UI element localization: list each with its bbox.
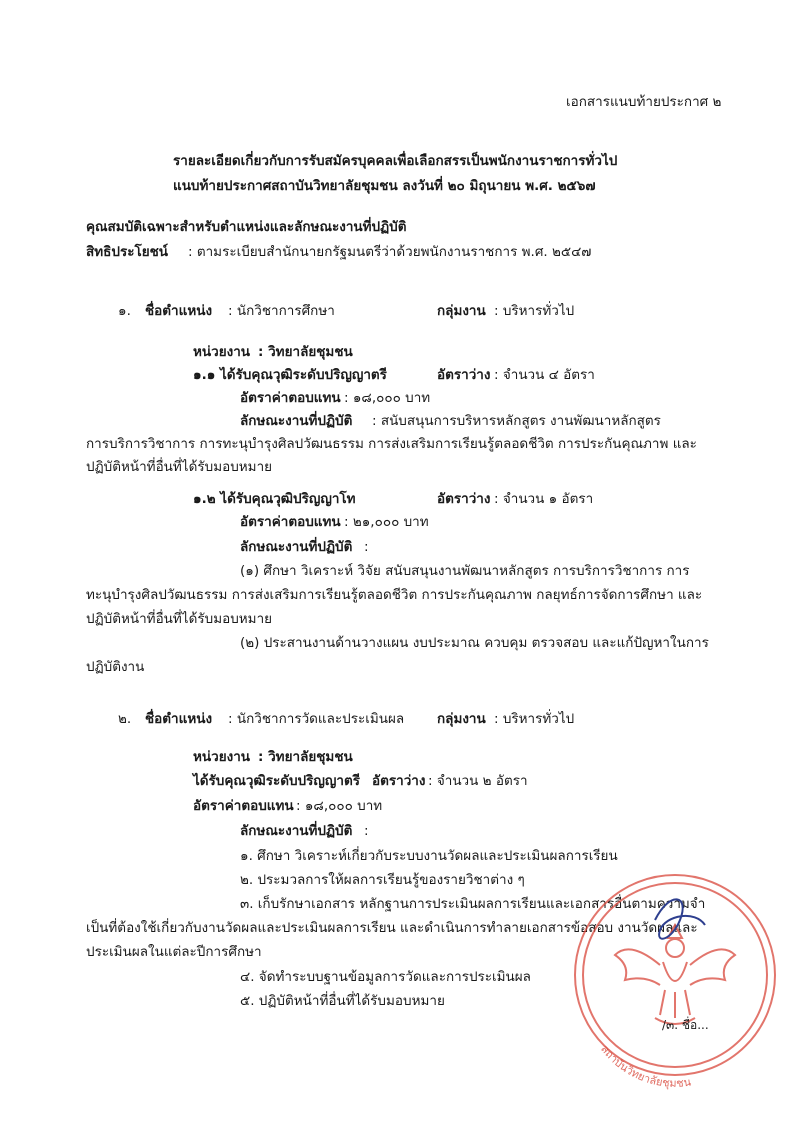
position2-qualification: ได้รับคุณวุฒิระดับปริญญาตรี	[193, 773, 360, 789]
position1-sub2-duty-colon: :	[364, 539, 369, 555]
position2-duty-label: ลักษณะงานที่ปฏิบัติ	[240, 823, 353, 839]
position2-group-label: กลุ่มงาน	[437, 711, 486, 727]
seal-text: สถาบันวิทยาลัยชุมชน	[598, 1042, 692, 1090]
position2-unit-label: หน่วยงาน	[193, 749, 251, 765]
position2-item3-line1: ๓. เก็บรักษาเอกสาร หลักฐานการประเมินผลการเรียนและเอกสารอื่นตามความจำ	[240, 896, 706, 912]
position1-group-label: กลุ่มงาน	[437, 303, 486, 319]
position1-sub2-item1-line3: ปฏิบัติหน้าที่อื่นที่ได้รับมอบหมาย	[86, 611, 273, 627]
benefit-value: : ตามระเบียบสำนักนายกรัฐมนตรีว่าด้วยพนักงานราชการ พ.ศ. ๒๕๔๗	[188, 244, 592, 260]
position1-sub1-duty-line3: ปฏิบัติหน้าที่อื่นที่ได้รับมอบหมาย	[86, 459, 273, 475]
position2-pay-label: อัตราค่าตอบแทน	[193, 798, 294, 814]
position1-unit-label: หน่วยงาน	[193, 344, 251, 360]
position2-number: ๒.	[118, 711, 132, 727]
attachment-label: เอกสารแนบท้ายประกาศ ๒	[566, 94, 722, 110]
position1-sub2-duty-label: ลักษณะงานที่ปฏิบัติ	[240, 539, 353, 555]
document-title-line1: รายละเอียดเกี่ยวกับการรับสมัครบุคคลเพื่อเลือกสรรเป็นพนักงานราชการทั่วไป	[173, 153, 618, 169]
position2-title-value: : นักวิชาการวัดและประเมินผล	[228, 711, 405, 727]
position2-vacancy-label: อัตราว่าง	[372, 773, 426, 789]
position2-item2: ๒. ประมวลการให้ผลการเรียนรู้ของรายวิชาต่าง ๆ	[240, 872, 525, 888]
position1-group-value: : บริหารทั่วไป	[494, 303, 575, 319]
position1-sub1-pay-value: : ๑๘,๐๐๐ บาท	[344, 390, 431, 406]
position1-number: ๑.	[118, 303, 131, 319]
document-title-line2: แนบท้ายประกาศสถาบันวิทยาลัยชุมชน ลงวันที่ ๒๐ มิถุนายน พ.ศ. ๒๕๖๗	[173, 178, 596, 194]
position1-sub1-vacancy-label: อัตราว่าง	[437, 367, 491, 383]
position1-sub2-item2-line1: (๒) ประสานงานด้านวางแผน งบประมาณ ควบคุม ตรวจสอบ และแก้ปัญหาในการ	[240, 635, 709, 651]
position2-group-value: : บริหารทั่วไป	[494, 711, 575, 727]
position1-sub2-item2-line2: ปฏิบัติงาน	[86, 659, 145, 675]
position2-vacancy-value: : จำนวน ๒ อัตรา	[428, 773, 528, 789]
benefit-label: สิทธิประโยชน์	[86, 244, 169, 260]
position1-sub1-duty-label: ลักษณะงานที่ปฏิบัติ	[240, 413, 353, 429]
position1-sub2-pay-label: อัตราค่าตอบแทน	[240, 514, 341, 530]
position2-item1: ๑. ศึกษา วิเคราะห์เกี่ยวกับระบบงานวัดผลและประเมินผลการเรียน	[240, 848, 618, 864]
position2-item3-line2: เป็นที่ต้องใช้เกี่ยวกับงานวัดผลและประเมินผลการเรียน และดำเนินการทำลายเอกสารข้อสอบ งานวัดผลและ	[86, 920, 698, 936]
position1-sub2-item1-line2: ทะนุบำรุงศิลปวัฒนธรรม การส่งเสริมการเรียนรู้ตลอดชีวิต การประกันคุณภาพ กลยุทธ์การจัดการศึกษา และ	[86, 587, 703, 603]
official-seal-stamp	[560, 870, 790, 1100]
position2-unit-value: : วิทยาลัยชุมชน	[258, 749, 353, 765]
position1-unit-value: : วิทยาลัยชุมชน	[258, 344, 353, 360]
position2-item5: ๕. ปฏิบัติหน้าที่อื่นที่ได้รับมอบหมาย	[240, 993, 445, 1009]
page-continuation: /๓. ชื่อ...	[662, 1018, 709, 1032]
position1-sub2-item1-line1: (๑) ศึกษา วิเคราะห์ วิจัย สนับสนุนงานพัฒนาหลักสูตร การบริการวิชาการ การ	[240, 563, 690, 579]
position1-sub2-pay-value: : ๒๑,๐๐๐ บาท	[344, 514, 429, 530]
position1-sub1-duty-line1: : สนับสนุนการบริหารหลักสูตร งานพัฒนาหลักสูตร	[372, 413, 661, 429]
position2-item3-line3: ประเมินผลในแต่ละปีการศึกษา	[86, 944, 262, 960]
position2-title-label: ชื่อตำแหน่ง	[145, 711, 213, 727]
position2-duty-colon: :	[364, 823, 369, 839]
position1-sub2-vacancy-value: : จำนวน ๑ อัตรา	[494, 491, 594, 507]
qualification-heading: คุณสมบัติเฉพาะสำหรับตำแหน่งและลักษณะงานที่ปฏิบัติ	[86, 219, 407, 235]
position2-pay-value: : ๑๘,๐๐๐ บาท	[296, 798, 383, 814]
position1-title-value: : นักวิชาการศึกษา	[228, 303, 335, 319]
position1-sub1-pay-label: อัตราค่าตอบแทน	[240, 390, 341, 406]
position1-title-label: ชื่อตำแหน่ง	[145, 303, 213, 319]
position1-sub1-vacancy-value: : จำนวน ๔ อัตรา	[494, 367, 595, 383]
position2-item4: ๔. จัดทำระบบฐานข้อมูลการวัดและการประเมินผล	[240, 969, 531, 985]
position1-sub1-qualification: ๑.๑ ได้รับคุณวุฒิระดับปริญญาตรี	[193, 367, 387, 383]
position1-sub1-duty-line2: การบริการวิชาการ การทะนุบำรุงศิลปวัฒนธรรม การส่งเสริมการเรียนรู้ตลอดชีวิต การประกันคุณภาพ และ	[86, 436, 697, 452]
position1-sub2-vacancy-label: อัตราว่าง	[437, 491, 491, 507]
position1-sub2-qualification: ๑.๒ ได้รับคุณวุฒิปริญญาโท	[193, 491, 356, 507]
